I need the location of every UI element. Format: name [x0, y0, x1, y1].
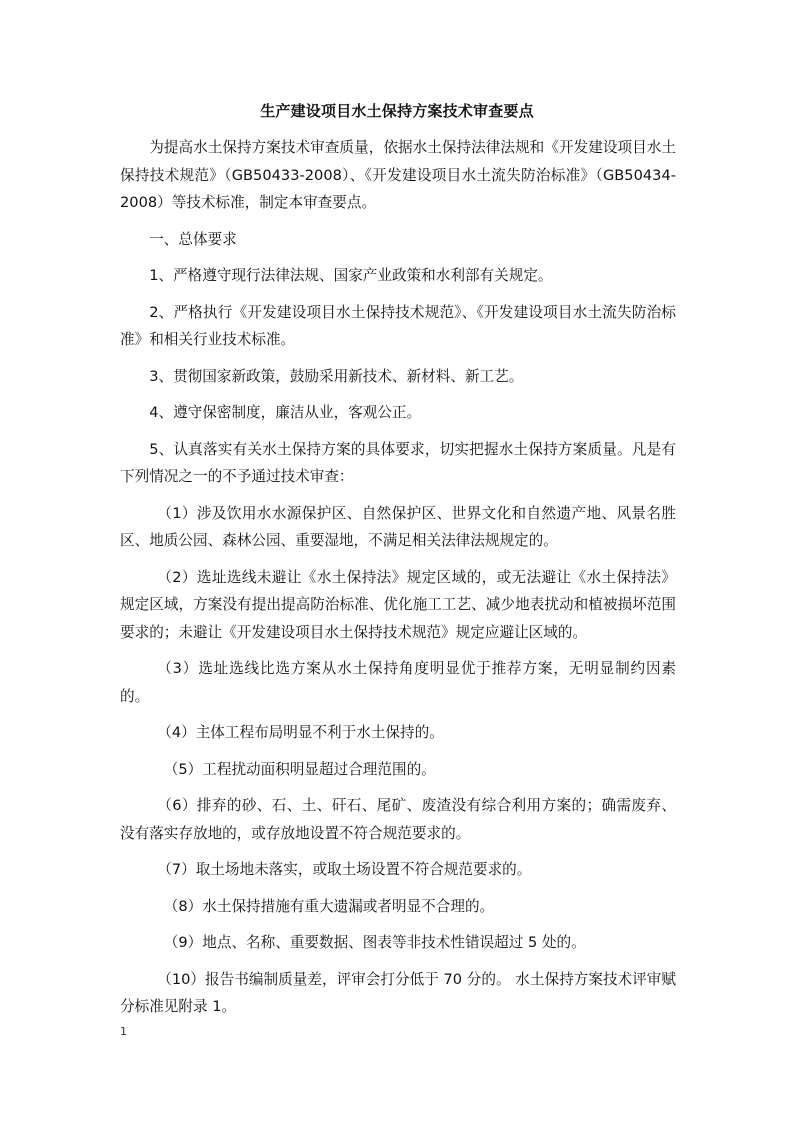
rejection-condition-item: （5）工程扰动面积明显超过合理范围的。 — [163, 760, 436, 778]
rejection-condition-item: （6）排弃的砂、石、土、矸石、尾矿、废渣没有综合利用方案的；确需废弃、没有落实存放地的，或存放地设置不符合规范要求的。 — [120, 797, 676, 842]
rejection-condition-item: （3）选址选线比选方案从水土保持角度明显优于推荐方案，无明显制约因素的。 — [120, 660, 676, 705]
rejection-condition-item: （8）水土保持措施有重大遗漏或者明显不合理的。 — [163, 897, 495, 915]
intro-paragraph: 为提高水土保持方案技术审查质量，依据水土保持法律法规和《开发建设项目水土保持技术规范》（GB50433-2008）、《开发建设项目水土流失防治标准》（GB50434-2008）等技术标准，制定本审查要点。 — [120, 139, 676, 211]
section-heading-general-requirements: 一、总体要求 — [149, 230, 237, 248]
requirement-item: 2、严格执行《开发建设项目水土保持技术规范》、《开发建设项目水土流失防治标准》和相关行业技术标准。 — [120, 303, 676, 348]
rejection-condition-item: （1）涉及饮用水水源保护区、自然保护区、世界文化和自然遗产地、风景名胜区、地质公园、森林公园、重要湿地，不满足相关法律法规规定的。 — [120, 504, 676, 549]
rejection-condition-item: （2）选址选线未避让《水土保持法》规定区域的，或无法避让《水土保持法》规定区域，方案没有提出提高防治标准、优化施工工艺、减少地表扰动和植被损坏范围要求的；未避让《开发建设项目水土保持技术规范》规定应避让区域的。 — [120, 568, 676, 641]
requirement-item: 1、严格遵守现行法律法规、国家产业政策和水利部有关规定。 — [149, 267, 553, 284]
requirement-item: 4、遵守保密制度，廉洁从业，客观公正。 — [149, 404, 422, 421]
rejection-condition-item: （9）地点、名称、重要数据、图表等非技术性错误超过 5 处的。 — [163, 934, 586, 951]
rejection-condition-item: （10）报告书编制质量差，评审会打分低于 70 分的。 水土保持方案技术评审赋分标准见附录 1。 — [120, 970, 676, 1015]
document-body — [120, 134, 676, 1030]
requirement-item: 3、贯彻国家新政策，鼓励采用新技术、新材料、新工艺。 — [149, 367, 524, 385]
rejection-condition-item: （7）取土场地未落实，或取土场设置不符合规范要求的。 — [157, 861, 532, 878]
requirement-item: 5、认真落实有关水土保持方案的具体要求，切实把握水土保持方案质量。凡是有下列情况之一的不予通过技术审查： — [120, 440, 676, 485]
page-number: 1 — [120, 1025, 127, 1038]
rejection-condition-item: （4）主体工程布局明显不利于水土保持的。 — [157, 724, 444, 741]
document-title: 生产建设项目水土保持方案技术审查要点 — [260, 102, 534, 120]
